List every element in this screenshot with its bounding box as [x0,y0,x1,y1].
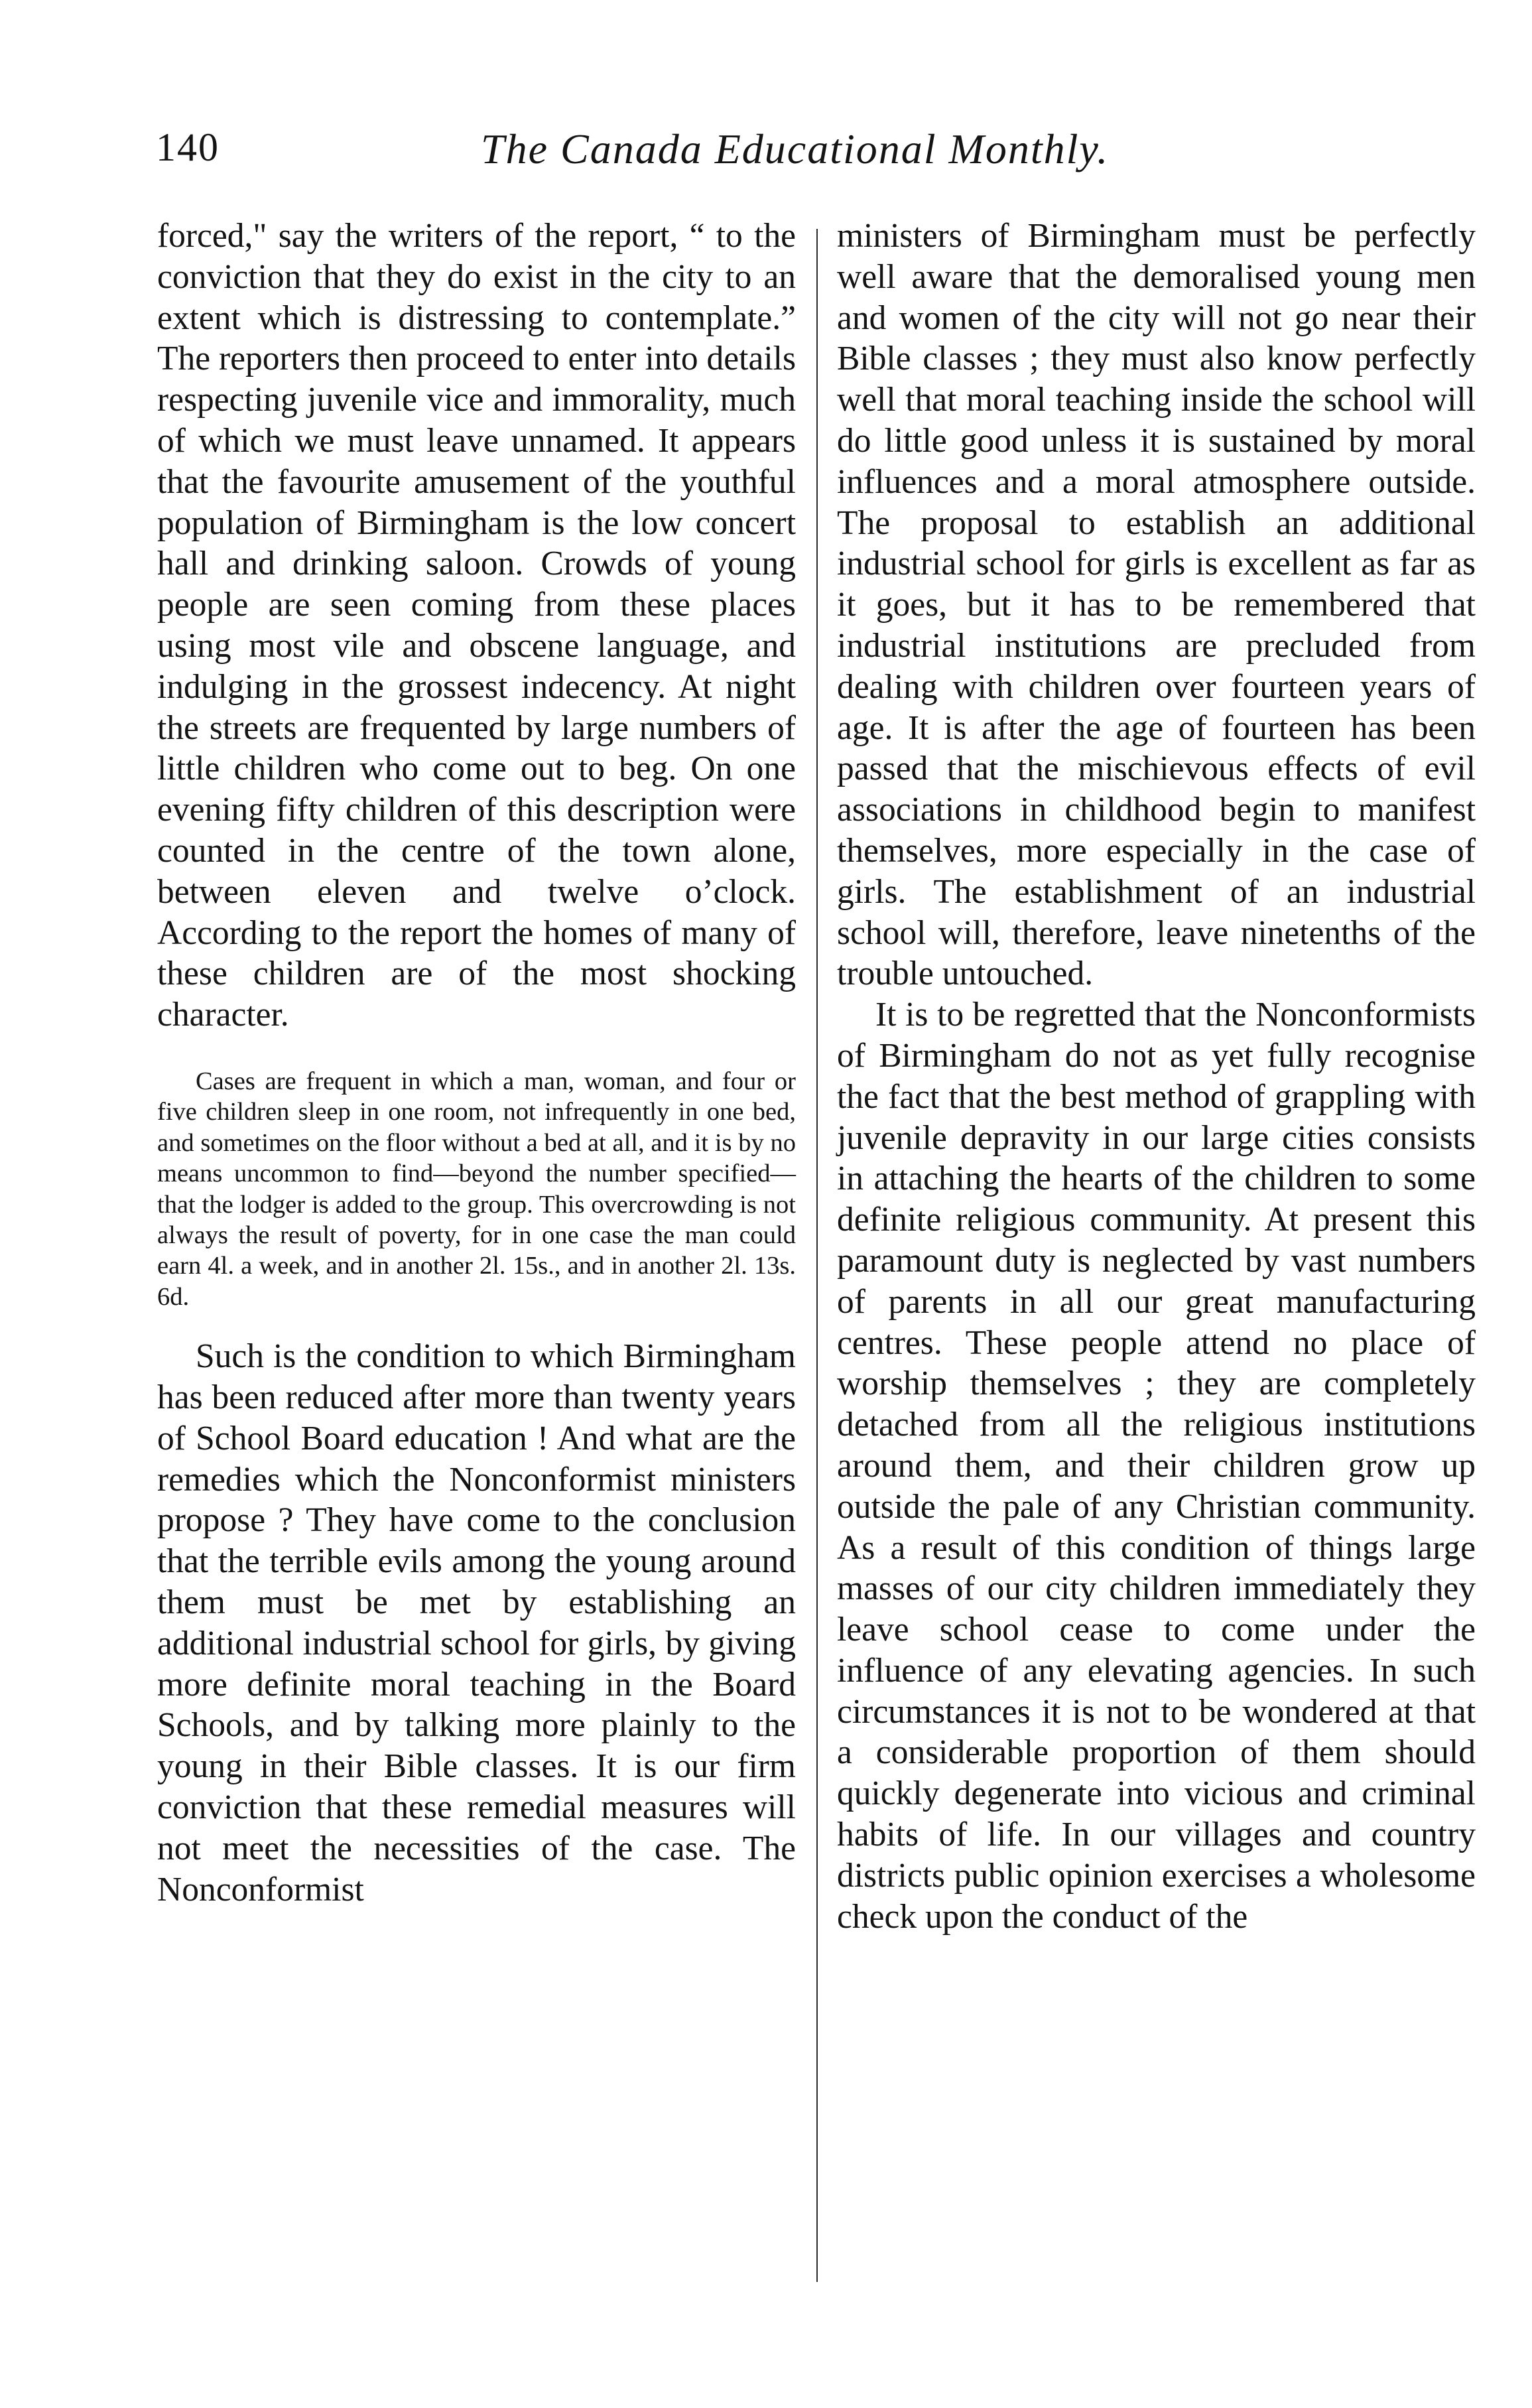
page-number: 140 [156,125,220,169]
body-paragraph: ministers of Birmingham must be perfectly well aware that the demoralised young men and women of the city will not go near their Bible classes ; they must also know perfectly well that moral teaching inside the school will do little good unless it is sustained by moral influences and a moral atmosphere outside. The proposal to establish an additional industrial school for girls is excellent as far as it goes, but it has to be remembered that industrial institutions are precluded from dealing with children over fourteen years of age. It is after the age of fourteen has been passed that the mischievous effects of evil associations in childhood begin to manifest themselves, more especially in the case of girls. The establishment of an industrial school will, therefore, leave ninetenths of the trouble untouched. [837,217,1476,993]
body-paragraph: Such is the condition to which Birmingham has been reduced after more than twenty years of School Board education ! And what are the remedies which the Nonconformist ministers propose ? They have come to the conclusion that the terrible evils among the young around them must be met by establishing an additional industrial school for girls, by giving more definite moral teaching in the Board Schools, and by talking more plainly to the young in their Bible classes. It is our firm conviction that these remedial measures will not meet the necessities of the case. The Nonconformist [157,1337,796,1908]
right-column [837,216,1476,1937]
left-column [157,216,796,1910]
running-title: The Canada Educational Monthly. [481,125,1110,172]
page-header [156,125,1476,184]
column-divider [816,229,818,2282]
body-paragraph: forced," say the writers of the report, “ to the conviction that they do exist in the city to an extent which is distressing to contemplate.” The reporters then proceed to enter into details respecting juvenile vice and immorality, much of which we must leave unnamed. It appears that the favourite amusement of the youthful population of Birmingham is the low concert hall and drinking saloon. Crowds of young people are seen coming from these places using most vile and obscene language, and indulging in the grossest indecency. At night the streets are frequented by large numbers of little children who come out to beg. On one evening fifty children of this description were counted in the centre of the town alone, between eleven and twelve o’clock. According to the report the homes of many of these children are of the most shocking character. [157,217,796,1034]
body-paragraph: It is to be regretted that the Nonconformists of Birmingham do not as yet fully recognise the fact that the best method of grappling with juvenile depravity in our large cities consists in attaching the hearts of the children to some definite religious community. At present this paramount duty is neglected by vast numbers of parents in all our great manufacturing centres. These people attend no place of worship themselves ; they are completely detached from all the religious institutions around them, and their children grow up outside the pale of any Christian community. As a result of this condition of things large masses of our city children immediately they leave school cease to come under the influence of any elevating agencies. In such circumstances it is not to be wondered at that a considerable proportion of them should quickly degenerate into vicious and criminal habits of life. In our villages and country districts public opinion exercises a wholesome check upon the conduct of the [837,996,1476,1936]
quoted-extract: Cases are frequent in which a man, woman, and four or five children sleep in one room, not infrequently in one bed, and sometimes on the floor without a bed at all, and it is by no means uncommon to find—beyond the number specified—that the lodger is added to the group. This overcrowding is not always the result of poverty, for in one case the man could earn 4l. a week, and in another 2l. 15s., and in another 2l. 13s. 6d. [157,1067,796,1311]
